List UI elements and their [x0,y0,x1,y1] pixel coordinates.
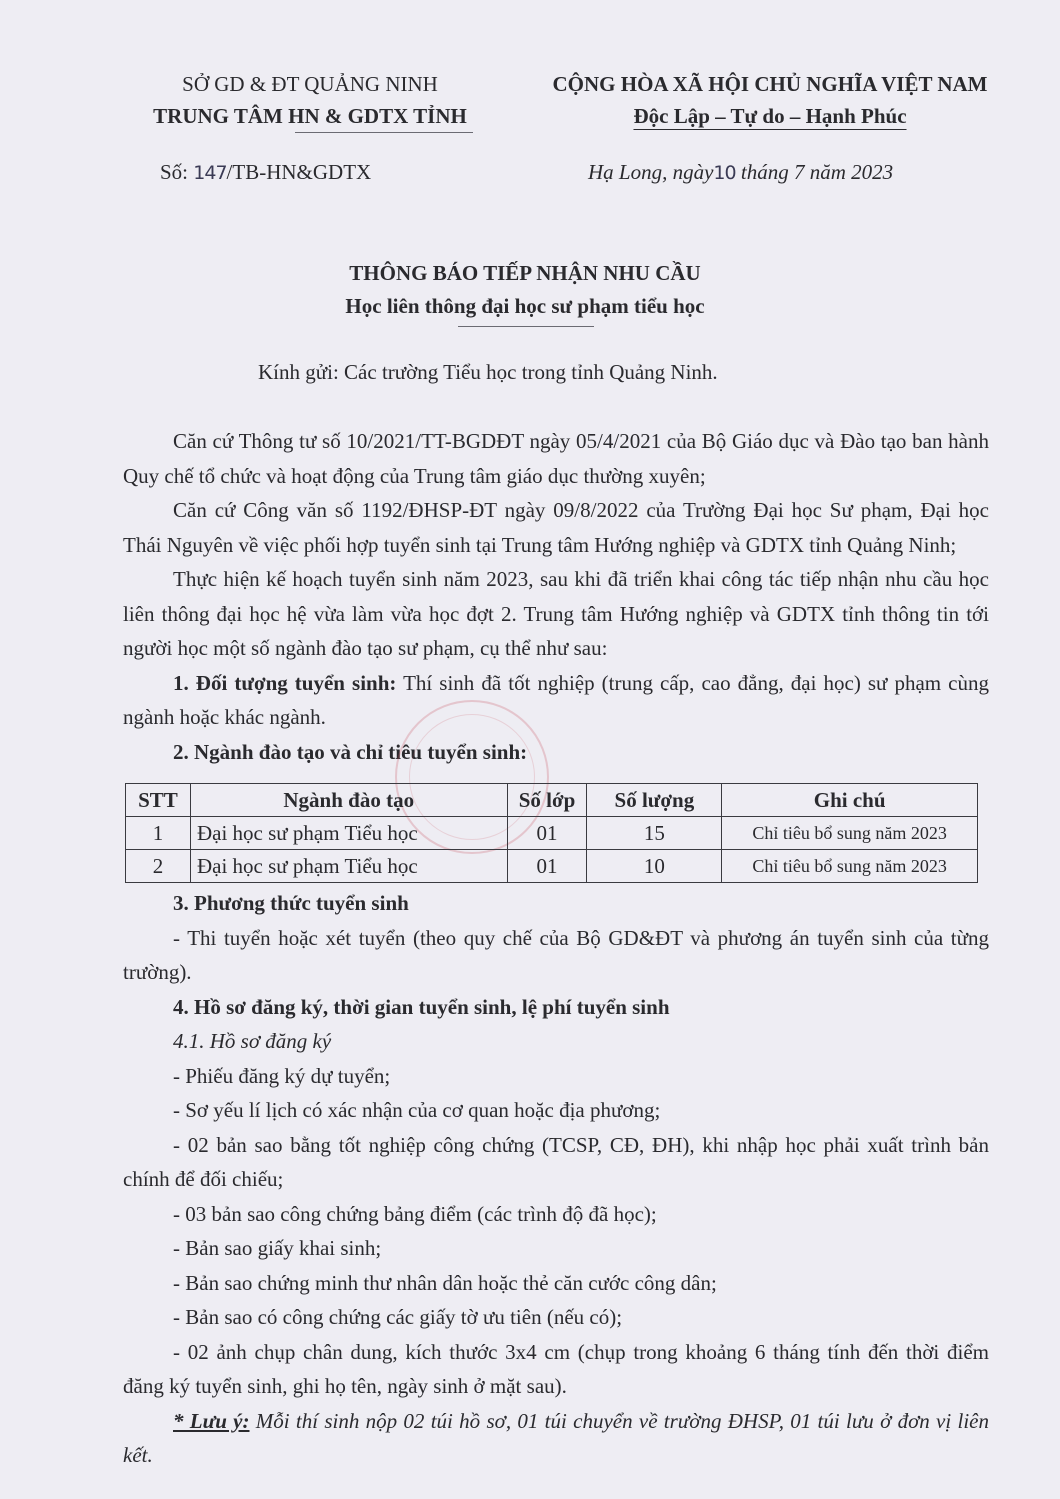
document-item: - Bản sao có công chứng các giấy tờ ưu tiên (nếu có); [173,1305,623,1329]
document-item: - Sơ yếu lí lịch có xác nhận của cơ quan hoặc địa phương; [173,1098,661,1122]
document-item: - 02 bản sao bằng tốt nghiệp công chứng (TCSP, CĐ, ĐH), khi nhập học phải xuất trình bản chính để đối chiếu; [123,1132,989,1191]
section-1-heading: 1. Đối tượng tuyển sinh: [173,670,397,695]
date-suffix: tháng 7 năm 2023 [735,160,894,184]
recipient-line: Kính gửi: Các trường Tiểu học trong tỉnh Quảng Ninh. [258,360,718,384]
title-underline [458,326,594,327]
document-item: - 03 bản sao công chứng bảng điểm (các trình độ đã học); [173,1201,657,1226]
doc-number-suffix: /TB-HN&GDTX [226,160,372,184]
note-paragraph [123,1404,989,1473]
department-name: SỞ GD & ĐT QUẢNG NINH [182,72,438,96]
cell-notes: Chỉ tiêu bổ sung năm 2023 [722,817,978,850]
document-number [160,160,371,185]
col-header-major: Ngành đào tạo [190,784,507,817]
paragraph-plan: Thực hiện kế hoạch tuyển sinh năm 2023, sau khi đã triển khai công tác tiếp nhận nhu cầu học liên thông đại học hệ vừa làm vừa học đợt 2. Trung tâm Hướng nghiệp và GDTX tỉnh thông tin tới người học một số ngành đào tạo sư phạm, cụ thể như sau: [123,567,989,660]
document-date [588,160,893,185]
agency-underline [295,132,473,133]
section-1 [123,666,989,735]
enrollment-quota-table [125,783,978,883]
table-header-row [126,784,978,817]
issuing-agency-block [100,68,520,133]
title-sub: Học liên thông đại học sư phạm tiểu học [345,294,705,318]
admission-details [123,886,989,1473]
cell-quantity: 15 [587,817,722,850]
col-header-quantity: Số lượng [587,784,722,817]
table-row [126,817,978,850]
preamble [123,424,989,769]
section-2-heading: 2. Ngành đào tạo và chỉ tiêu tuyển sinh: [173,739,528,764]
motto: Độc Lập – Tự do – Hạnh Phúc [633,104,907,128]
date-day-handwritten: 10 [713,162,736,184]
table-row [126,850,978,883]
section-1-text: Thí sinh đã tốt nghiệp (trung cấp, cao đẳng, đại học) sư phạm cùng ngành hoặc khác ngành. [123,670,990,729]
col-header-stt: STT [126,784,191,817]
doc-number-handwritten: 147 [193,162,227,184]
document-item: - Bản sao chứng minh thư nhân dân hoặc thẻ căn cước công dân; [173,1270,717,1295]
paragraph-legal-basis-2: Căn cứ Công văn số 1192/ĐHSP-ĐT ngày 09/8/2022 của Trường Đại học Sư phạm, Đại học Thái Nguyên về việc phối hợp tuyển sinh tại Trung tâm Hướng nghiệp và GDTX tỉnh Quảng Ninh; [123,498,989,557]
note-label: * Lưu ý: [173,1408,250,1433]
paragraph-legal-basis-1: Căn cứ Thông tư số 10/2021/TT-BGDĐT ngày 05/4/2021 của Bộ Giáo dục và Đào tạo ban hành Quy chế tổ chức và hoạt động của Trung tâm giáo dục thường xuyên; [123,429,989,488]
cell-classes: 01 [507,817,587,850]
cell-notes: Chỉ tiêu bổ sung năm 2023 [722,850,978,883]
cell-major: Đại học sư phạm Tiểu học [190,817,507,850]
cell-quantity: 10 [587,850,722,883]
note-text: Mỗi thí sinh nộp 02 túi hồ sơ, 01 túi chuyển về trường ĐHSP, 01 túi lưu ở đơn vị liên kết. [123,1408,989,1467]
country-name: CỘNG HÒA XÃ HỘI CHỦ NGHĨA VIỆT NAM [552,72,988,96]
title-main: THÔNG BÁO TIẾP NHẬN NHU CẦU [349,261,701,285]
cell-classes: 01 [507,850,587,883]
center-name: TRUNG TÂM HN & GDTX TỈNH [153,104,467,128]
doc-number-prefix: Số: [160,160,194,184]
col-header-notes: Ghi chú [722,784,978,817]
col-header-classes: Số lớp [507,784,587,817]
document-item: - 02 ảnh chụp chân dung, kích thước 3x4 cm (chụp trong khoảng 6 tháng tính đến thời điểm đăng ký tuyển sinh, ghi họ tên, ngày sinh ở mặt sau). [123,1339,989,1398]
document-item: - Bản sao giấy khai sinh; [173,1236,382,1260]
document-item: - Phiếu đăng ký dự tuyển; [173,1063,391,1088]
national-motto-block [500,68,1040,132]
cell-major: Đại học sư phạm Tiểu học [190,850,507,883]
cell-stt: 2 [126,850,191,883]
section-3-heading: 3. Phương thức tuyển sinh [173,891,409,915]
cell-stt: 1 [126,817,191,850]
document-title [150,257,900,323]
section-3-text: - Thi tuyển hoặc xét tuyển (theo quy chế của Bộ GD&ĐT và phương án tuyển sinh của từng trường). [123,925,989,984]
section-4-heading: 4. Hồ sơ đăng ký, thời gian tuyển sinh, lệ phí tuyển sinh [173,994,670,1019]
section-4-1-heading: 4.1. Hồ sơ đăng ký [173,1029,332,1053]
date-prefix: Hạ Long, ngày [588,160,714,184]
